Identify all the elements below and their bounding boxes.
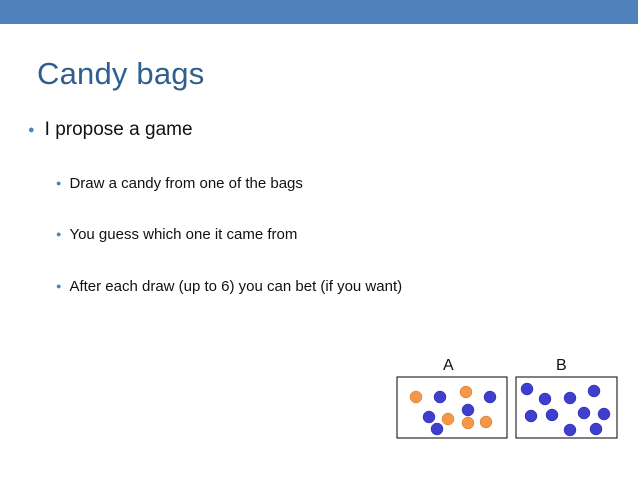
bag-a-candies — [410, 386, 496, 435]
sub-bullet-text: Draw a candy from one of the bags — [69, 175, 303, 192]
sub-bullet-text: You guess which one it came from — [69, 226, 298, 243]
bullet-text: I propose a game — [44, 119, 193, 140]
blue-candy — [564, 424, 576, 436]
blue-candy — [564, 392, 576, 404]
orange-candy — [480, 416, 492, 428]
blue-candy — [423, 411, 435, 423]
blue-candy — [521, 383, 533, 395]
blue-candy — [598, 408, 610, 420]
blue-candy — [588, 385, 600, 397]
orange-candy — [462, 417, 474, 429]
blue-candy — [462, 404, 474, 416]
blue-candy — [546, 409, 558, 421]
sub-bullet-text: After each draw (up to 6) you can bet (if you want) — [69, 278, 403, 295]
bullet-dot-icon: ● — [28, 123, 35, 136]
bullet-dot-icon: ● — [56, 281, 62, 291]
bag-a-outline — [397, 377, 507, 438]
blue-candy — [578, 407, 590, 419]
bag-b-label: B — [556, 357, 567, 374]
bullet-dot-icon: ● — [56, 178, 62, 188]
blue-candy — [525, 410, 537, 422]
bag-b-candies — [521, 383, 610, 436]
blue-candy — [590, 423, 602, 435]
blue-candy — [434, 391, 446, 403]
slide-title: Candy bags — [37, 56, 205, 91]
blue-candy — [484, 391, 496, 403]
bag-a-label: A — [443, 357, 454, 374]
bullet-dot-icon: ● — [56, 229, 62, 239]
orange-candy — [460, 386, 472, 398]
orange-candy — [442, 413, 454, 425]
blue-candy — [431, 423, 443, 435]
orange-candy — [410, 391, 422, 403]
blue-candy — [539, 393, 551, 405]
